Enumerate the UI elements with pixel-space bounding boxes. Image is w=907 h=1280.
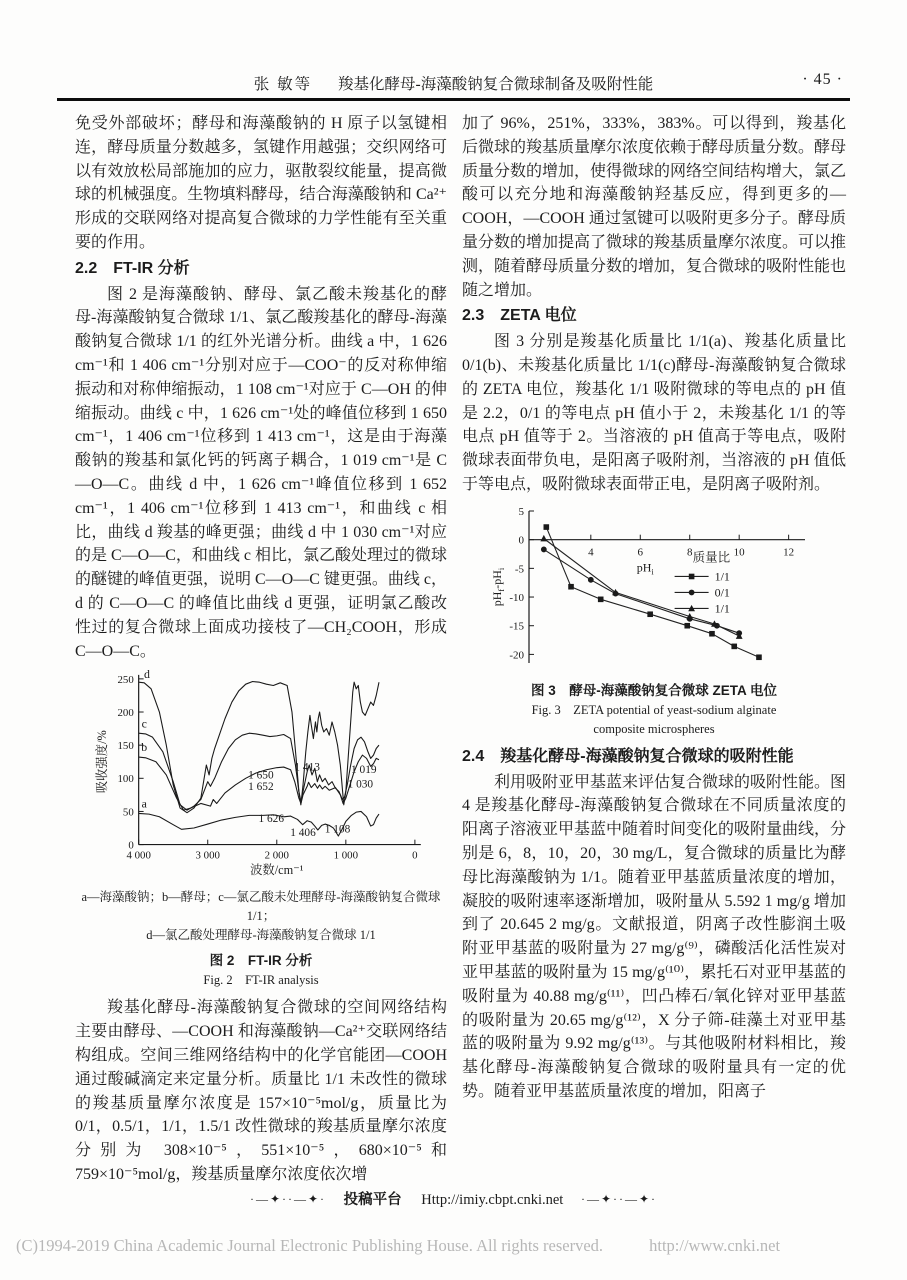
para-zeta-potential: 图 3 分别是羧基化质量比 1/1(a)、羧基化质量比 0/1(b)、未羧基化质量比 1/1(c)酵母-海藻酸钠复合微球的 ZETA 电位，羧基化 1/1 吸附微球的等电点的 pH 值是 2.2，0/1 的等电点 pH 值小于 2，未羧基化 1/1 的等电点 pH 值等于 2。当溶液的 pH 值高于等电点，吸附微球表面带负电，是阳离子吸附剂，当溶液的 pH 值低于等电点，吸附微球表面带正电，是阴离子吸附剂。 xyxy=(462,333,846,493)
svg-text:pHf-pHi: $pH_f-pH_i$ xyxy=(490,567,506,606)
header-rule xyxy=(57,98,850,101)
para-ftir-analysis: 图 2 是海藻酸钠、酵母、氯乙酸未羧基化的酵母-海藻酸钠复合微球 1/1、氯乙酸羧基化的酵母-海藻酸钠复合微球 1/1 的红外光谱分析。曲线 a 中，1 626 cm⁻¹和 1 406 cm⁻¹分别对应于—COO⁻的反对称伸缩振动和对称伸缩振动，1 108 cm⁻¹对应于 C—OH 的伸缩振动。曲线 c 中，1 626 cm⁻¹处的峰值位移到 1 650 cm⁻¹，1 406 cm⁻¹位移到 1 413 cm⁻¹，这是由于海藻酸钠的羧基和氯化钙的钙离子耦合，1 019 cm⁻¹是 C—O—C。曲线 d 中，1 626 cm⁻¹峰值位移到 1 652 cm⁻¹，1 406 cm⁻¹位移到 1 413 cm⁻¹，和曲线 c 相比，曲线 d 羧基的峰更强；曲线 d 中 1 030 cm⁻¹对应的是 C—O—C，和曲线 c 相比，氯乙酸处理过的微球的醚键的峰值更强，说明 C—O—C 键更强。曲线 c，d 的 C—O—C 的峰值比曲线 d 更强，证明氯乙酸改性过的复合微球上面成功接枝了—CH₂COOH，形成 C—O—C。 xyxy=(75,285,448,660)
svg-text:1 000: 1 000 xyxy=(333,849,359,862)
svg-text:200: 200 xyxy=(117,707,134,720)
svg-text:1 413: 1 413 xyxy=(294,761,320,774)
svg-text:0/1: 0/1 xyxy=(714,585,730,600)
section-2-2-heading: 2.2 FT-IR 分析 xyxy=(75,259,190,277)
svg-text:1 108: 1 108 xyxy=(324,823,351,836)
svg-text:c: c xyxy=(141,716,147,731)
svg-text:b: b xyxy=(141,740,148,755)
para-network-structure: 羧基化酵母-海藻酸钠复合微球的空间网络结构主要由酵母、—COOH 和海藻酸钠—Ca²⁺交联网络结构组成。空间三维网络结构中的化学官能团—COOH 通过酸碱滴定来定量分析。质量比 1/1 未改性的微球的羧基质量摩尔浓度是 157×10⁻⁵mol/g，质量比为 0/1，0.5/1，1/1，1.5/1 改性微球的羧基质量摩尔浓度分别为 308×10⁻⁵，551×10⁻⁵，680×10⁻⁵和 759×10⁻⁵mol/g，羧基质量摩尔浓度依次增 xyxy=(75,999,447,1183)
section-2-4-heading: 2.4 羧基化酵母-海藻酸钠复合微球的吸附性能 xyxy=(462,747,794,765)
left-column xyxy=(75,112,447,1187)
svg-text:250: 250 xyxy=(117,674,134,687)
svg-text:0: 0 xyxy=(412,849,418,862)
footer-deco-right: ·—✦··—✦· xyxy=(580,1192,658,1206)
svg-text:1 650: 1 650 xyxy=(248,769,274,782)
running-head-title: 羧基化酵母-海藻酸钠复合微球制备及吸附性能 xyxy=(338,76,654,93)
svg-text:12: 12 xyxy=(783,546,795,559)
section-2-3-heading: 2.3 ZETA 电位 xyxy=(462,307,577,325)
svg-text:100: 100 xyxy=(117,773,134,786)
fig2-caption-en: Fig. 2 FT-IR analysis xyxy=(203,973,319,988)
footer xyxy=(0,1188,907,1209)
figure-3 xyxy=(462,503,846,739)
svg-text:-10: -10 xyxy=(509,591,524,604)
svg-text:3 000: 3 000 xyxy=(195,849,220,862)
svg-text:10: 10 xyxy=(733,546,745,559)
fig3-caption-zh: 图 3 酵母-海藻酸钠复合微球 ZETA 电位 xyxy=(531,682,777,698)
footer-deco-left: ·—✦··—✦· xyxy=(249,1192,327,1206)
svg-text:1/1: 1/1 xyxy=(714,569,730,584)
svg-text:-20: -20 xyxy=(509,649,524,662)
page-number: · 45 · xyxy=(802,71,843,88)
copyright-url: http://www.cnki.net xyxy=(649,1236,781,1255)
svg-text:0: 0 xyxy=(518,534,524,547)
svg-text:5: 5 xyxy=(518,505,524,518)
copyright-line xyxy=(16,1236,896,1256)
svg-text:pHi: $pH_i$ xyxy=(636,560,654,577)
fig3-caption-en-2: composite microspheres xyxy=(593,721,715,736)
svg-text:4: 4 xyxy=(588,546,594,559)
svg-text:-15: -15 xyxy=(509,620,524,633)
svg-text:吸收强度/%: 吸收强度/% xyxy=(95,730,110,794)
svg-text:1 019: 1 019 xyxy=(351,764,377,777)
svg-text:-5: -5 xyxy=(514,563,524,576)
figure-2 xyxy=(75,669,447,990)
svg-text:6: 6 xyxy=(637,546,644,559)
svg-text:1 652: 1 652 xyxy=(248,781,274,794)
svg-text:质量比: 质量比 xyxy=(692,550,731,565)
svg-text:4 000: 4 000 xyxy=(126,849,151,862)
svg-text:1 626: 1 626 xyxy=(258,813,285,826)
svg-text:波数/cm⁻¹: 波数/cm⁻¹ xyxy=(250,863,304,878)
fig2-ftir-chart xyxy=(93,669,429,888)
para-adsorption-performance: 利用吸附亚甲基蓝来评估复合微球的吸附性能。图 4 是羧基化酵母-海藻酸钠复合微球在不同质量浓度的阳离子溶液亚甲基蓝中随着时间变化的吸附量曲线，分别是 6，8，10，20，30 mg/L，复合微球的质量比为酵母比海藻酸钠为 1/1。随着亚甲基蓝质量浓度的增加，凝胶的吸附速率逐渐增加，吸附量从 5.592 1 mg/g 增加到了 20.645 2 mg/g。文献报道，阴离子改性膨润土吸附亚甲基蓝的吸附量为 27 mg/g⁽⁹⁾，磷酸活化活性炭对亚甲基蓝的吸附量为 15 mg/g⁽¹⁰⁾，累托石对亚甲基蓝的吸附量为 40.88 mg/g⁽¹¹⁾，凹凸棒石/氧化锌对亚甲基蓝的吸附量为 20.65 mg/g⁽¹²⁾，X 分子筛-硅藻土对亚甲基蓝的吸附量为 9.92 mg/g⁽¹³⁾。与其他吸附材料相比，羧基化酵母-海藻酸钠复合微球的吸附量具有一定的优势。随着亚甲基蓝质量浓度的增加，阳离子 xyxy=(462,773,847,1100)
footer-platform-url: Http://imiy.cbpt.cnki.net xyxy=(421,1192,564,1208)
running-head-author: 张 敏等 xyxy=(253,76,313,93)
svg-text:1 406: 1 406 xyxy=(290,827,316,840)
svg-text:a: a xyxy=(141,796,147,811)
right-column xyxy=(462,112,846,1104)
footer-platform-label: 投稿平台 xyxy=(343,1192,402,1208)
para-molar-increase: 加了 96%，251%，333%，383%。可以得到，羧基化后微球的羧基质量摩尔浓度依赖于酵母质量分数。酵母质量分数的增加，使得微球的网络空间结构增大，氯乙酸可以充分地和海藻酸钠羟基反应，得到更多的—COOH，—COOH 通过氢键可以吸附更多分子。酵母质量分数的增加提高了微球的羧基质量摩尔浓度。可以推测，随着酵母质量分数的增加，复合微球的吸附性能也随之增加。 xyxy=(462,115,847,299)
svg-text:50: 50 xyxy=(122,806,134,819)
svg-text:1 030: 1 030 xyxy=(347,778,374,791)
fig3-zeta-chart xyxy=(489,503,819,675)
para-mechanics: 免受外部破坏；酵母和海藻酸钠的 H 原子以氢键相连，酵母质量分数越多，氢键作用越强；交织网络可以有效放松局部施加的应力，驱散裂纹能量，提高微球的机械强度。生物填料酵母，结合海藻酸钠和 Ca²⁺形成的交联网络对提高复合微球的力学性能有至关重要的作用。 xyxy=(75,115,447,251)
svg-text:150: 150 xyxy=(117,740,134,753)
copyright-text: (C)1994-2019 China Academic Journal Electronic Publishing House. All rights reserved. xyxy=(16,1236,604,1255)
running-head xyxy=(0,72,907,94)
fig3-caption-en-1: Fig. 3 ZETA potential of yeast-sodium alginate xyxy=(531,702,777,717)
fig2-caption-zh: 图 2 FT-IR 分析 xyxy=(209,953,313,969)
svg-text:2 000: 2 000 xyxy=(264,849,289,862)
svg-text:8: 8 xyxy=(686,546,693,559)
svg-text:d: d xyxy=(144,669,150,682)
svg-text:1/1: 1/1 xyxy=(714,601,730,616)
fig2-note-2: d—氯乙酸处理酵母-海藻酸钠复合微球 1/1 xyxy=(146,928,376,943)
fig2-note-1: a—海藻酸钠；b—酵母；c—氯乙酸未处理酵母-海藻酸钠复合微球 1/1； xyxy=(81,890,441,924)
svg-text:0: 0 xyxy=(128,839,134,852)
